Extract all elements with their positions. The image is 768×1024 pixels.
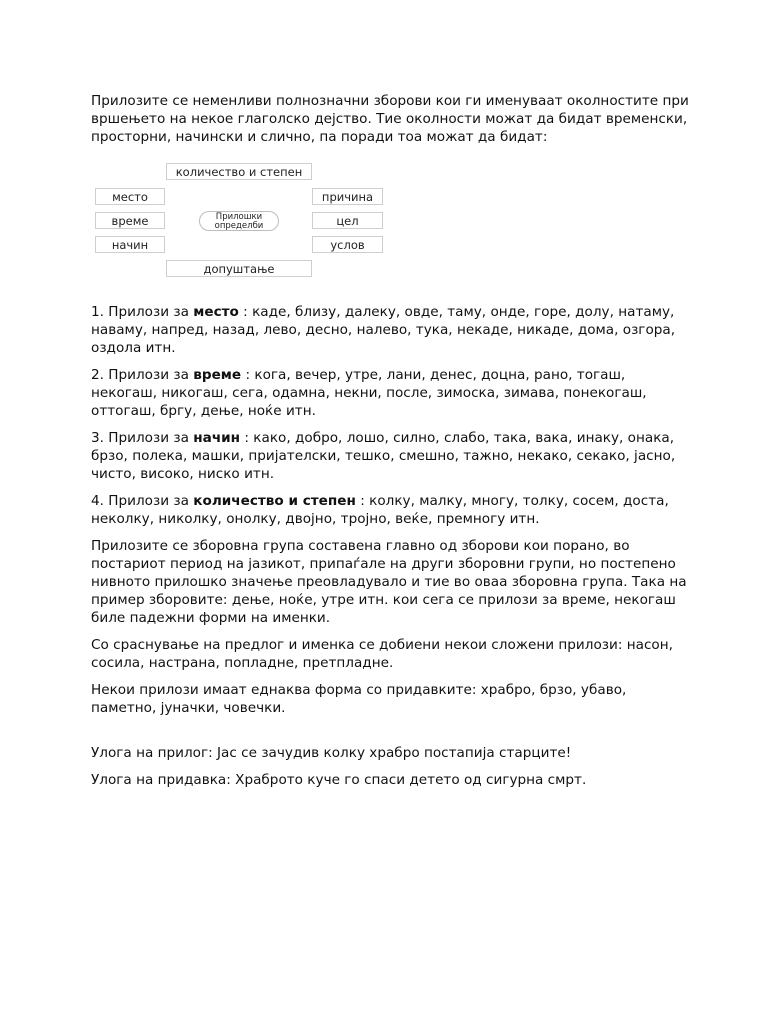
diagram-box-left-2: време [95,212,165,229]
item-text: : кога, вечер, утре, лани, денес, доцна, рано, тогаш, некогаш, никогаш, сега, одамна, некни, после, зимоска, зимава, понекогаш, оттогаш, бргу, дење, ноќе итн. [91,367,647,419]
item-term: место [193,304,239,320]
item-term: време [193,367,242,383]
list-item-place [91,303,691,357]
diagram-center-pill [199,211,279,231]
item-text: : каде, близу, далеку, овде, таму, онде, горе, долу, натаму, наваму, напред, назад, лево, десно, налево, тука, некаде, никаде, дома, озгора, оздола итн. [91,304,676,356]
document-page [91,92,691,798]
diagram-center-line2: определби [214,221,264,231]
blank-line [91,726,691,744]
item-text: : колку, малку, многу, толку, сосем, доста, неколку, николку, онолку, двојно, тројно, веќе, премногу итн. [91,493,669,527]
body-paragraph-adjective-form: Некои прилози имаат еднаква форма со придавките: храбро, брзо, убаво, паметно, јуначки, човечки. [91,682,627,716]
body-paragraph-origin: Прилозите се зборовна група составена главно од зборови кои порано, во постариот период на јазикот, припаѓале на други зборовни групи, но постепено нивното прилошко значење преовладувало и тие во оваа зборовна група. Така на пример зборовите: дење, ноќе, утре итн. кои сега се прилози за време, некогаш биле падежни форми на именки. [91,538,687,626]
example-adverb-role: Улога на прилог: Јас се зачудив колку храбро постапија старците! [91,745,572,761]
item-prefix: 2. Прилози за [91,367,194,383]
diagram-box-bottom: допуштање [166,260,312,277]
intro-paragraph: Прилозите се неменливи полнозначни зборови кои ги именуваат околностите при вршењето на некое глаголско дејство. Тие околности можат да бидат временски, просторни, начински и слично, па поради тоа можат да бидат: [91,93,689,145]
diagram-center-line1: Прилошки [215,212,263,222]
list-item-time [91,366,691,420]
diagram-box-left-3: начин [95,236,165,253]
list-item-manner [91,429,691,483]
body-paragraph-compound: Со сраснување на предлог и именка се добиени некои сложени прилози: насон, сосила, настрана, попладне, претпладне. [91,637,673,671]
list-item-quantity [91,492,691,528]
example-adjective-role: Улога на придавка: Храброто куче го спаси детето од сигурна смрт. [91,772,587,788]
diagram-box-right-2: цел [312,212,383,229]
diagram-box-left-1: место [95,188,165,205]
item-term: начин [193,430,241,446]
item-prefix: 3. Прилози за [91,430,194,446]
item-text: : како, добро, лошо, силно, слабо, така, вака, инаку, онака, брзо, полека, машки, пријателски, тешко, смешно, тажно, некако, секако, јасно, чисто, високо, ниско итн. [91,430,676,482]
item-prefix: 1. Прилози за [91,304,194,320]
item-term: количество и степен [193,493,356,509]
adverbials-diagram [95,163,395,287]
diagram-box-top: количество и степен [166,163,312,180]
item-prefix: 4. Прилози за [91,493,194,509]
diagram-box-right-1: причина [312,188,383,205]
diagram-box-right-3: услов [312,236,383,253]
